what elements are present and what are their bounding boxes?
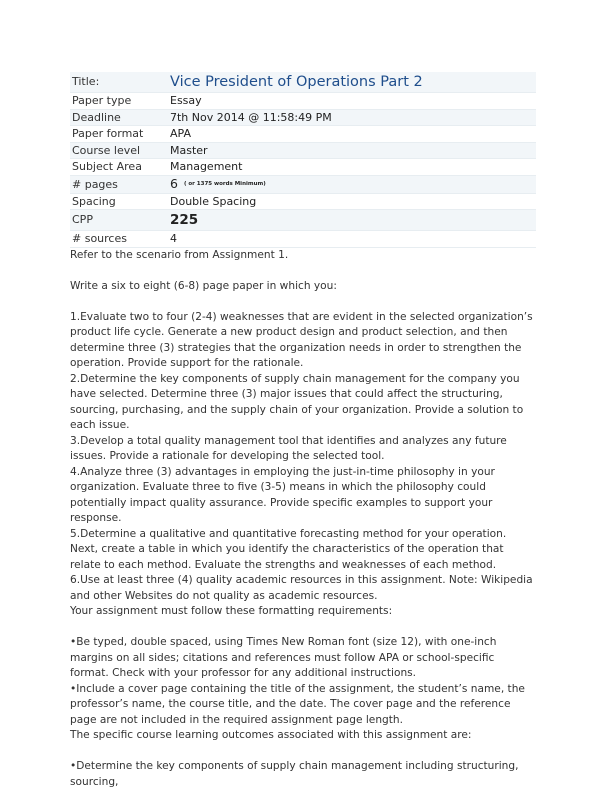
pages-note: ( or 1375 words Minimum) [183,181,266,188]
outcome-item: •Determine the key components of supply chain management including structuring, sourcing, [70,760,519,788]
format-item: •Be typed, double spaced, using Times New Roman font (size 12), with one-inch margins on all sides; citations and references must follow APA or school-specific format. Check with your professor for any additional instructions. [70,636,497,680]
outcomes-intro: The specific course learning outcomes associated with this assignment are: [70,729,472,742]
intro-paragraph: Refer to the scenario from Assignment 1. [70,248,289,261]
task-paragraph: Write a six to eight (6-8) page paper in which you: [70,279,337,292]
course-level-row [70,142,536,159]
requirement-item: 1.Evaluate two to four (2-4) weaknesses that are evident in the selected organization’s product life cycle. Generate a new product design and product selection, and then determine three (3) strategies that the organization needs in order to strengthen the operation. Provide support for the rationale. [70,310,533,370]
pages-cell [168,175,536,193]
paper-format-value: APA [168,126,536,143]
order-details-table [70,72,536,248]
course-level-value: Master [168,142,536,159]
paper-type-label: Paper type [70,93,168,110]
subject-area-value: Management [168,159,536,176]
pages-label: # pages [70,175,168,193]
cpp-row [70,210,536,231]
cpp-value: 225 [168,210,536,231]
subject-area-label: Subject Area [70,159,168,176]
subject-area-row [70,159,536,176]
paper-type-value: Essay [168,93,536,110]
title-label: Title: [70,72,168,93]
paper-format-row [70,126,536,143]
spacing-label: Spacing [70,193,168,210]
sources-label: # sources [70,231,168,248]
format-intro: Your assignment must follow these formatting requirements: [70,605,393,618]
title-value: Vice President of Operations Part 2 [168,72,536,93]
spacing-row [70,193,536,210]
deadline-label: Deadline [70,109,168,126]
requirement-item: 3.Develop a total quality management tool that identifies and analyzes any future issues. Provide a rationale for developing the selected tool. [70,434,507,463]
format-item: •Include a cover page containing the title of the assignment, the student’s name, the professor’s name, the course title, and the date. The cover page and the reference page are not included in the required assignment page length. [70,682,525,726]
cpp-label: CPP [70,210,168,231]
course-level-label: Course level [70,142,168,159]
pages-value: 6 [170,175,178,191]
sources-value: 4 [168,231,536,248]
sources-row [70,231,536,248]
spacing-value: Double Spacing [168,193,536,210]
assignment-body [70,248,536,791]
document-page [70,72,536,790]
pages-row [70,175,536,193]
deadline-row [70,109,536,126]
deadline-value: 7th Nov 2014 @ 11:58:49 PM [168,109,536,126]
requirement-item: 2.Determine the key components of supply chain management for the company you have selected. Determine three (3) major issues that could affect the structuring, sourcing, purchasing, and the supply chain of your organization. Provide a solution to each issue. [70,372,524,432]
requirement-item: 5.Determine a qualitative and quantitative forecasting method for your operation. Next, create a table in which you identify the characteristics of the operation that relate to each method. Evaluate the strengths and weaknesses of each method. [70,527,507,571]
title-row [70,72,536,93]
paper-type-row [70,93,536,110]
requirement-item: 4.Analyze three (3) advantages in employing the just-in-time philosophy in your organization. Evaluate three to five (3-5) means in which the philosophy could potentially impact quality assurance. Provide specific examples to support your response. [70,465,495,525]
requirement-item: 6.Use at least three (4) quality academic resources in this assignment. Note: Wikipedia and other Websites do not quality as academic resources. [70,574,533,602]
paper-format-label: Paper format [70,126,168,143]
